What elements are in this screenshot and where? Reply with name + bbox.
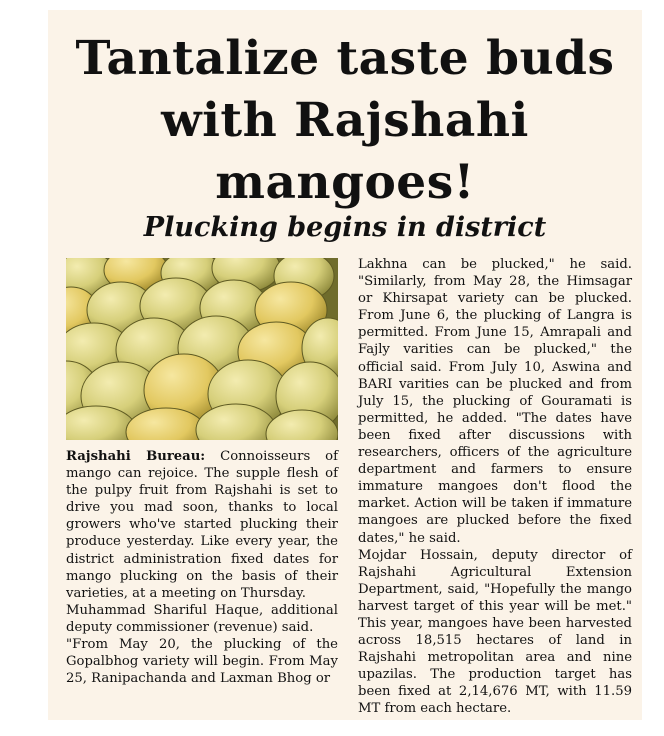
article-paragraph-4: Lakhna can be plucked," he said. "Similarly, from May 28, the Himsagar or Khirsapat variety can be plucked. From June 6, the plucking of Langra is permitted. From June 15, Amrapali and Fajly varities can be plucked," the official said. From July 10, Aswina and BARI varities can be plucked and from July 15, the plucking of Gouramati is permitted, he added. "The dates have been fixed after discussions with researchers, officers of the agriculture department and farmers to ensure immature mangoes don't flood the market. Action will be taken if immature mangoes are plucked before the fixed dates," he said. [358,257,632,546]
byline: Rajshahi Bureau: [66,449,206,464]
paragraph-text: Connoisseurs of mango can rejoice. The supple flesh of the pulpy fruit from Rajshahi is set to drive you mad soon, thanks to local growers who've started plucking their produce yesterday. Like every year, the district administration fixed dates for mango plucking on the basis of their varieties, at a meeting on Thursday. [66,449,338,601]
mango-photo [66,258,338,440]
headline: Tantalize taste buds with Rajshahi mangoes! [75,31,615,210]
article-right-column [358,256,632,718]
article-paragraph-2: Muhammad Shariful Haque, additional deputy commissioner (revenue) said. [66,602,338,635]
article-paragraph-1 [66,448,338,602]
article-paragraph-5: Mojdar Hossain, deputy director of Rajshahi Agricultural Extension Department, said, "Hopefully the mango harvest target of this year will be met." This year, mangoes have been harvested across 18,515 hectares of land in Rajshahi metropolitan area and nine upazilas. The production target has been fixed at 2,14,676 MT, with 11.59 MT from each hectare. [358,547,632,717]
article-left-column [66,448,338,687]
article-paragraph-3: "From May 20, the plucking of the Gopalbhog variety will begin. From May 25, Ranipachanda and Laxman Bhog or [66,637,338,687]
mango-photo-illustration [66,258,338,440]
subheadline: Plucking begins in district [143,212,547,243]
